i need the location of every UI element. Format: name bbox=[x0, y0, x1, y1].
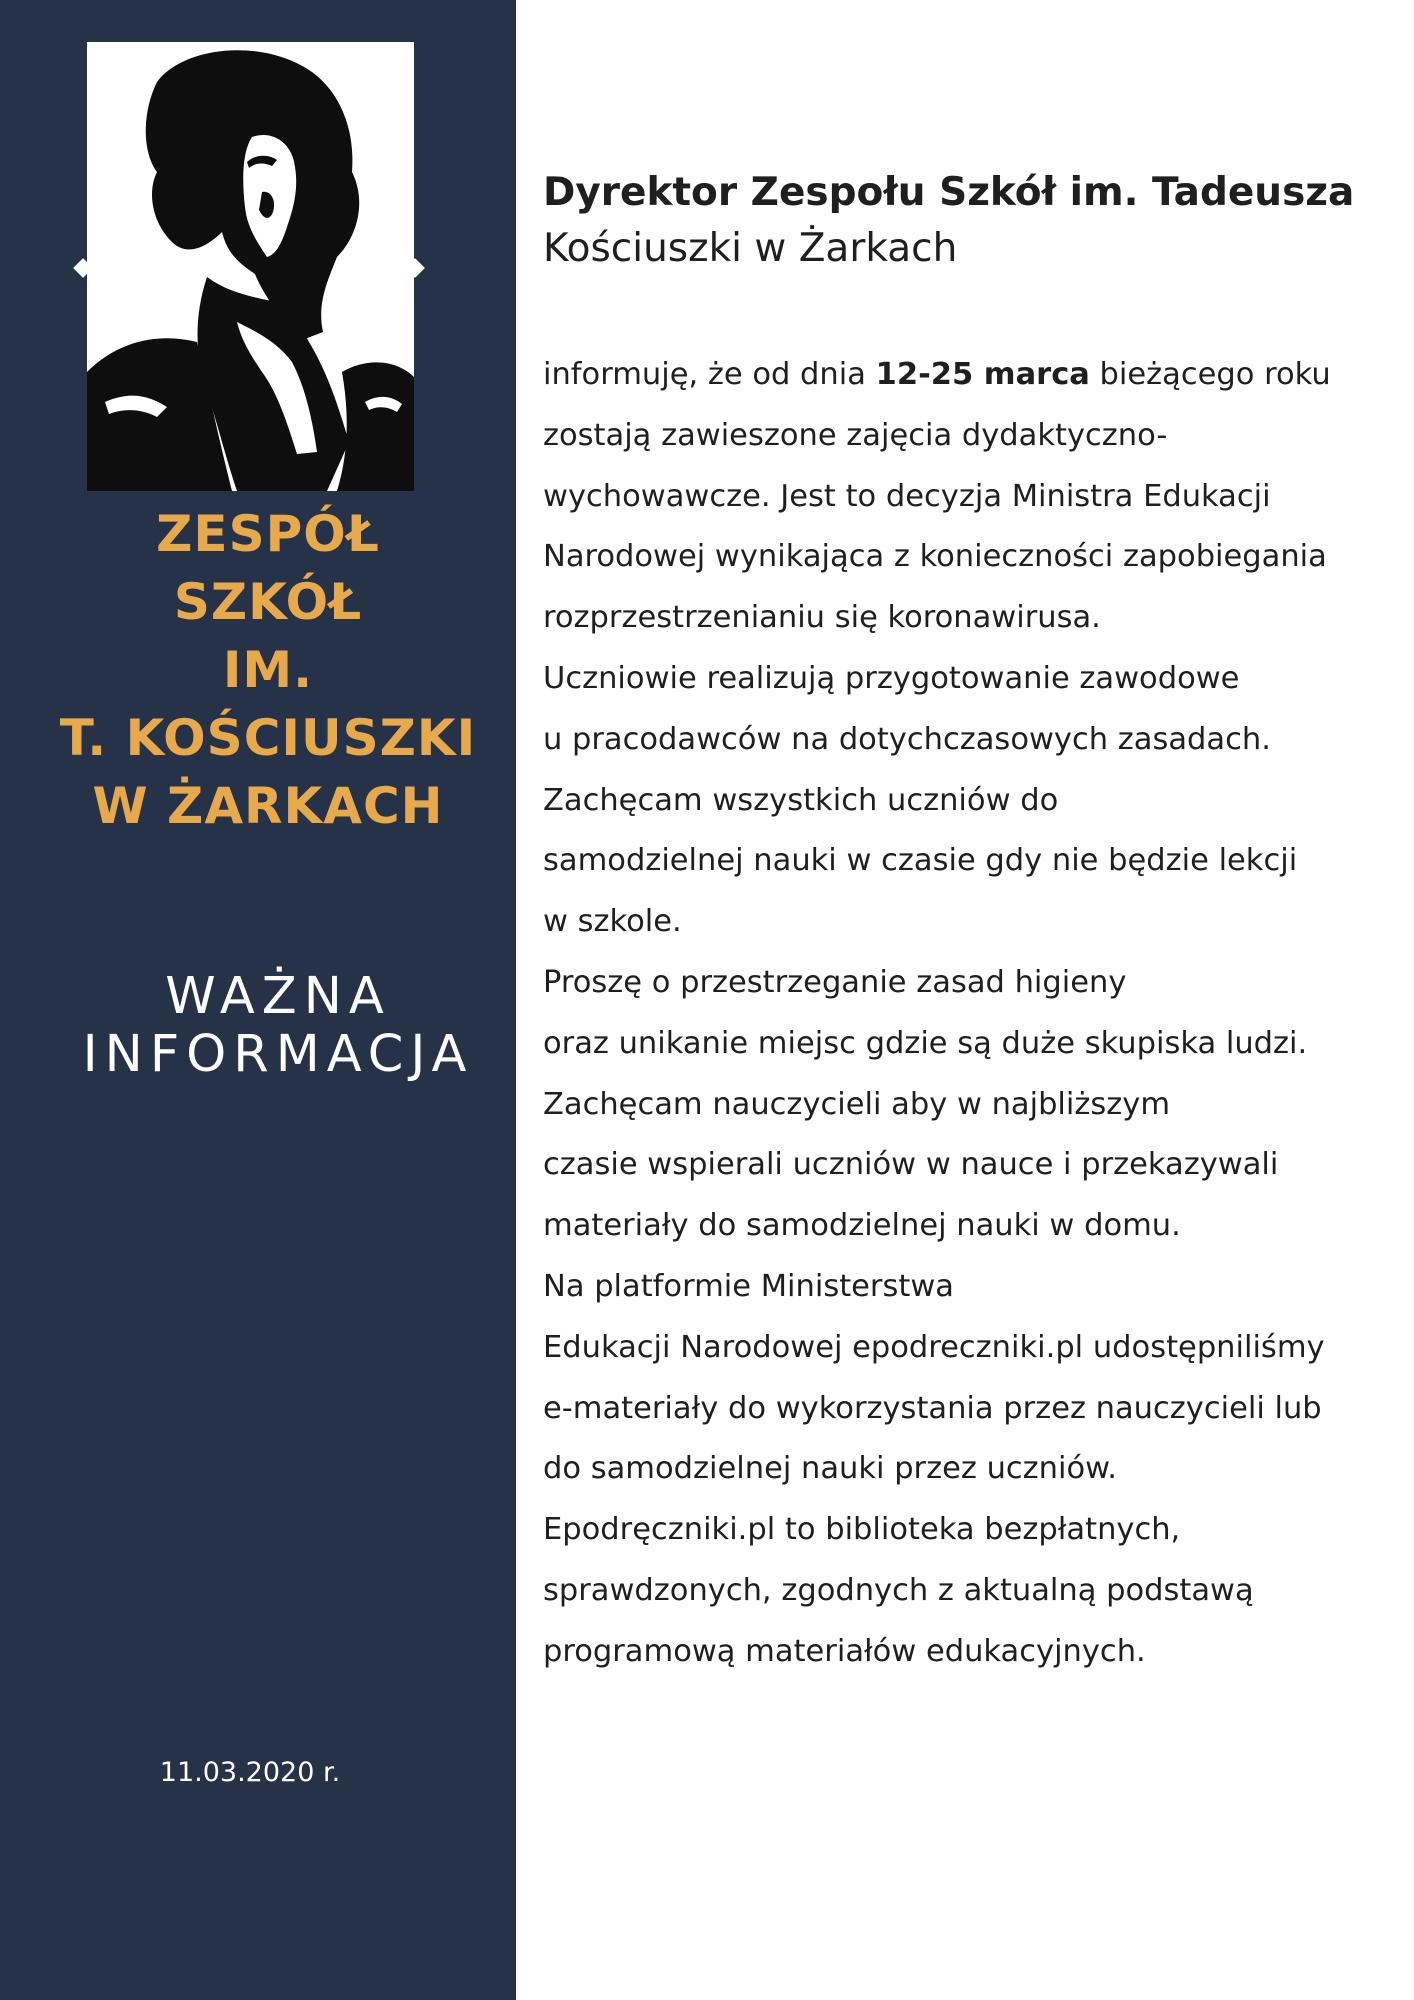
announcement-date: 11.03.2020 r. bbox=[159, 1757, 341, 1788]
body-line: samodzielnej nauki w czasie gdy nie będzie lekcji bbox=[543, 843, 1298, 879]
body-line: czasie wspierali uczniów w nauce i przekazywali bbox=[543, 1147, 1279, 1183]
body-line: e-materiały do wykorzystania przez nauczycieli lub bbox=[543, 1390, 1322, 1426]
body-line: materiały do samodzielnej nauki w domu. bbox=[543, 1208, 1181, 1244]
body-line: Proszę o przestrzeganie zasad higieny bbox=[543, 964, 1127, 1000]
body-line: oraz unikanie miejsc gdzie są duże skupiska ludzi. bbox=[543, 1025, 1308, 1061]
school-name bbox=[20, 500, 516, 840]
heading-regular: Kościuszki w Żarkach bbox=[543, 226, 958, 271]
body-line-start: informuję, że od dnia bbox=[543, 357, 876, 392]
school-name-line: ZESPÓŁ bbox=[156, 505, 380, 563]
body-line bbox=[543, 345, 1403, 406]
kosciuszko-portrait-icon bbox=[87, 42, 414, 491]
heading-bold: Dyrektor Zespołu Szkół im. Tadeusza bbox=[543, 170, 1355, 215]
body-line: u pracodawców na dotychczasowych zasadach. bbox=[543, 721, 1271, 757]
school-name-line: IM. bbox=[222, 641, 314, 699]
body-line: Narodowej wynikająca z konieczności zapobiegania bbox=[543, 539, 1327, 575]
announcement-content bbox=[543, 165, 1403, 1683]
announcement-body bbox=[543, 345, 1403, 1683]
school-name-line: T. KOŚCIUSZKI bbox=[59, 709, 477, 767]
body-line: rozprzestrzenianiu się koronawirusa. bbox=[543, 600, 1101, 636]
important-info-title bbox=[20, 968, 536, 1084]
important-line: INFORMACJA bbox=[82, 1025, 474, 1084]
body-line: Na platformie Ministerstwa bbox=[543, 1268, 954, 1304]
body-line: Epodręczniki.pl to biblioteka bezpłatnych, bbox=[543, 1512, 1181, 1548]
school-name-line: SZKÓŁ bbox=[173, 573, 363, 631]
body-line: Zachęcam wszystkich uczniów do bbox=[543, 782, 1059, 818]
body-line: Zachęcam nauczycieli aby w najbliższym bbox=[543, 1086, 1171, 1122]
body-line: programową materiałów edukacyjnych. bbox=[543, 1633, 1146, 1669]
school-logo bbox=[87, 42, 414, 491]
body-line: zostają zawieszone zajęcia dydaktyczno- bbox=[543, 417, 1168, 453]
body-line: do samodzielnej nauki przez uczniów. bbox=[543, 1451, 1117, 1487]
announcement-heading bbox=[543, 165, 1403, 277]
body-line: Uczniowie realizują przygotowanie zawodowe bbox=[543, 660, 1240, 696]
important-line: WAŻNA bbox=[165, 967, 391, 1026]
date-range-highlight: 12-25 marca bbox=[875, 357, 1090, 392]
body-line: wychowawcze. Jest to decyzja Ministra Edukacji bbox=[543, 478, 1271, 514]
body-line-end: bieżącego roku bbox=[1089, 357, 1331, 392]
body-line: Edukacji Narodowej epodreczniki.pl udostępniliśmy bbox=[543, 1329, 1325, 1365]
body-line: w szkole. bbox=[543, 904, 682, 940]
sidebar bbox=[0, 0, 516, 2000]
school-name-line: W ŻARKACH bbox=[92, 777, 444, 835]
body-line: sprawdzonych, zgodnych z aktualną podstawą bbox=[543, 1572, 1254, 1608]
